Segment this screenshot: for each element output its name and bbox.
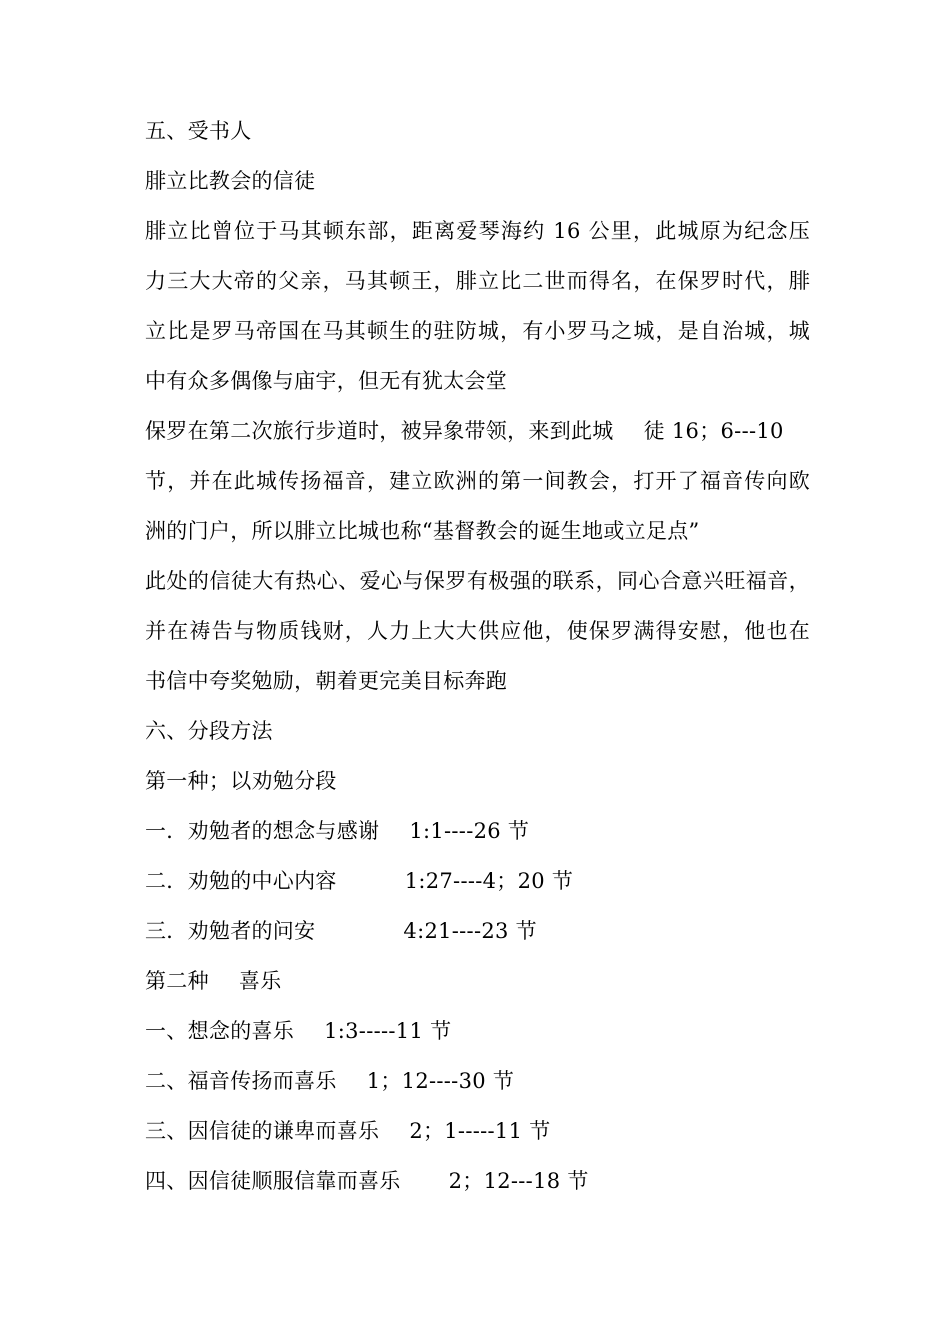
outline-item: [145, 1056, 810, 1106]
outline-label: 三、因信徒的谦卑而喜乐: [145, 1119, 380, 1143]
scripture-reference: 1；12----30 节: [366, 1069, 515, 1093]
scripture-reference: 徒 16；6---10: [643, 419, 784, 443]
paragraph-text: 保罗在第二次旅行步道时，被异象带领，来到此城: [145, 419, 614, 443]
scripture-reference: 2；1-----11 节: [409, 1119, 551, 1143]
outline-label: 二．劝勉的中心内容: [145, 869, 337, 893]
paragraph-line: 并在祷告与物质钱财，人力上大大供应他，使保罗满得安慰，他也在: [145, 619, 810, 643]
scripture-reference: 2；12---18 节: [448, 1169, 589, 1193]
outline-item: [145, 906, 810, 956]
outline-label: 二、福音传扬而喜乐: [145, 1069, 337, 1093]
method-title: 第一种；以劝勉分段: [145, 769, 337, 793]
scripture-reference: 1:27----4；20 节: [404, 869, 574, 893]
outline-label: 三．劝勉者的问安: [145, 919, 316, 943]
document-page: [145, 106, 810, 1206]
outline-label: 四、因信徒顺服信靠而喜乐: [145, 1169, 401, 1193]
paragraph-line: 书信中夸奖勉励，朝着更完美目标奔跑: [145, 669, 508, 693]
outline-item: [145, 806, 810, 856]
section-heading: 五、受书人: [145, 119, 252, 143]
paragraph-line: 腓立比曾位于马其顿东部，距离爱琴海约 16 公里，此城原为纪念压: [145, 219, 810, 243]
method-title-theme: 喜乐: [238, 969, 282, 993]
paragraph-line: 力三大大帝的父亲，马其顿王，腓立比二世而得名，在保罗时代，腓: [145, 269, 810, 293]
outline-item: [145, 1006, 810, 1056]
paragraph-line: 立比是罗马帝国在马其顿生的驻防城，有小罗马之城，是自治城，城: [145, 319, 810, 343]
paragraph-line: [145, 406, 810, 456]
scripture-reference: 1:1----26 节: [409, 819, 530, 843]
outline-item: [145, 1156, 810, 1206]
outline-label: 一、想念的喜乐: [145, 1019, 295, 1043]
method-title: [145, 956, 810, 1006]
outline-item: [145, 1106, 810, 1156]
paragraph-line: 洲的门户，所以腓立比城也称“基督教会的诞生地或立足点”: [145, 519, 700, 543]
paragraph-line: 节，并在此城传扬福音，建立欧洲的第一间教会，打开了福音传向欧: [145, 469, 810, 493]
paragraph-line: 此处的信徒大有热心、爱心与保罗有极强的联系，同心合意兴旺福音，: [145, 569, 810, 593]
section-subheading: 腓立比教会的信徒: [145, 169, 316, 193]
method-title-number: 第二种: [145, 969, 209, 993]
scripture-reference: 1:3-----11 节: [324, 1019, 452, 1043]
outline-item: [145, 856, 810, 906]
paragraph-line: 中有众多偶像与庙宇，但无有犹太会堂: [145, 369, 508, 393]
outline-label: 一．劝勉者的想念与感谢: [145, 819, 380, 843]
scripture-reference: 4:21----23 节: [403, 919, 537, 943]
section-heading: 六、分段方法: [145, 719, 273, 743]
